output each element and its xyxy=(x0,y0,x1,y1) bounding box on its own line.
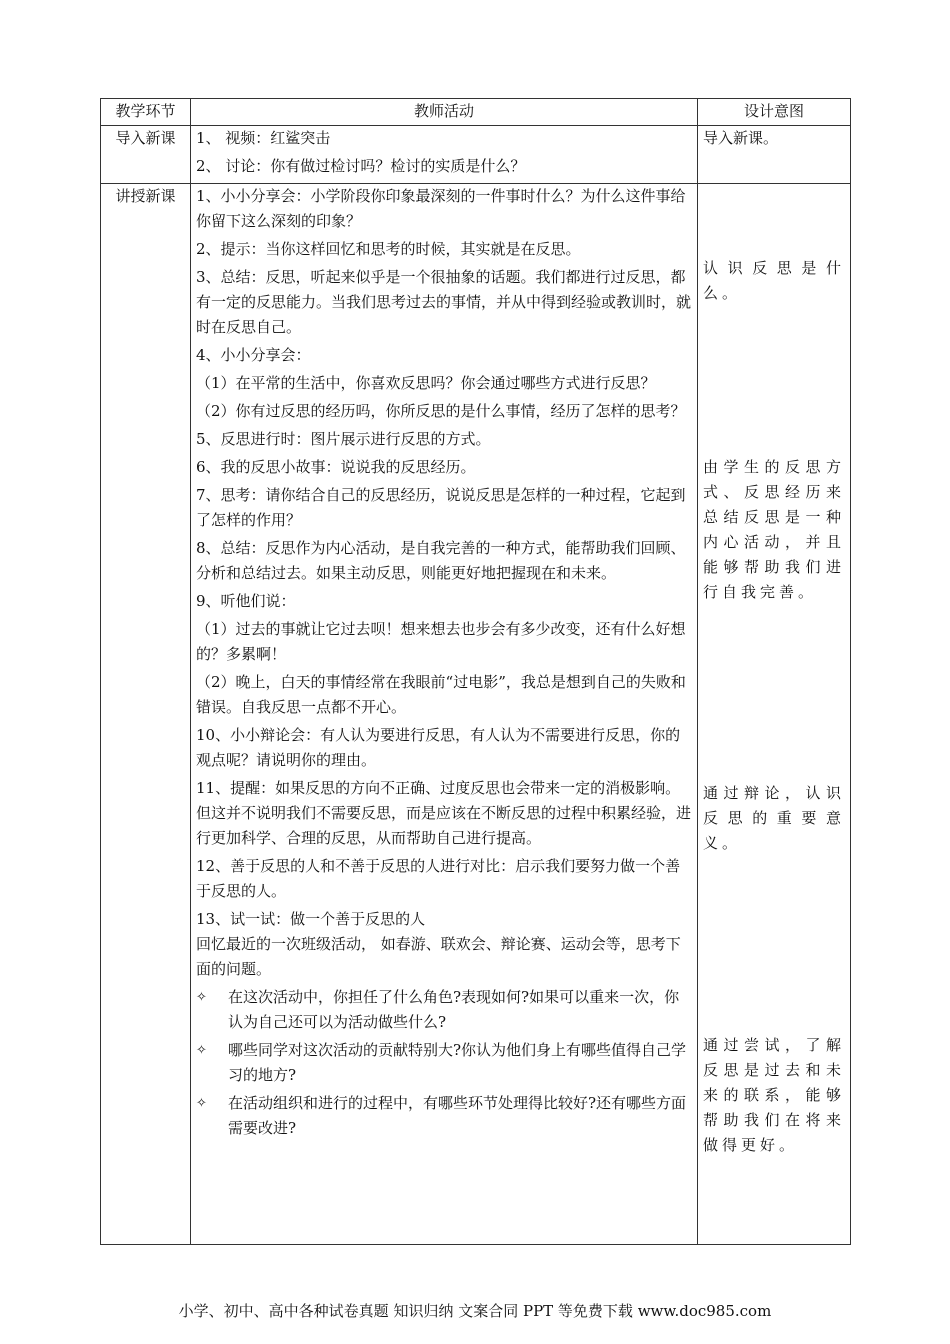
activity-item: 8、总结：反思作为内心活动，是自我完善的一种方式，能帮助我们回顾、分析和总结过去。如果主动反思，则能更好地把握现在和未来。 xyxy=(196,539,686,582)
intent-text: 通过辩论，认识反思的重要意义。 xyxy=(703,784,845,852)
activity-item: （2）你有过反思的经历吗，你所反思的是什么事情，经历了怎样的思考？ xyxy=(196,402,686,420)
intent-text: 导入新课。 xyxy=(703,129,779,147)
activity-item: 13、试一试：做一个善于反思的人 xyxy=(196,910,426,928)
activity-item: 12、善于反思的人和不善于反思的人进行对比：启示我们要努力做一个善于反思的人。 xyxy=(196,857,681,900)
activity-item: 回忆最近的一次班级活动， 如春游、联欢会、辩论赛、运动会等，思考下面的问题。 xyxy=(196,935,681,978)
activity-item: 6、我的反思小故事：说说我的反思经历。 xyxy=(196,458,476,476)
table-row xyxy=(101,126,851,184)
lesson-plan-table xyxy=(100,98,851,1245)
footer-text: 小学、初中、高中各种试卷真题 知识归纳 文案合同 PPT 等免费下载 www.doc985.com xyxy=(178,1302,772,1320)
activity-item: 4、小小分享会： xyxy=(196,346,311,364)
bullet-item xyxy=(196,1038,692,1088)
intent-cell xyxy=(698,184,851,1245)
header-stage: 教学环节 xyxy=(101,99,191,126)
activity-item: 5、反思进行时：图片展示进行反思的方式。 xyxy=(196,430,491,448)
intent-text: 通过尝试，了解反思是过去和未来的联系，能够帮助我们在将来做得更好。 xyxy=(703,1036,845,1154)
activity-item: （1）在平常的生活中，你喜欢反思吗？你会通过哪些方式进行反思？ xyxy=(196,374,656,392)
activity-item: 2、 讨论：你有做过检讨吗？检讨的实质是什么？ xyxy=(196,157,526,175)
activity-item: 3、总结：反思，听起来似乎是一个很抽象的话题。我们都进行过反思，都有一定的反思能力。当我们思考过去的事情，并从中得到经验或教训时，就时在反思自己。 xyxy=(196,268,692,336)
activity-item: 1、小小分享会：小学阶段你印象最深刻的一件事时什么？为什么这件事给你留下这么深刻的印象？ xyxy=(196,187,686,230)
table-header-row xyxy=(101,99,851,126)
intent-text: 由学生的反思方式、反思经历来总结反思是一种内心活动，并且能够帮助我们进行自我完善。 xyxy=(703,458,845,601)
activity-cell xyxy=(191,126,698,184)
intent-cell xyxy=(698,126,851,184)
activity-item: 7、思考：请你结合自己的反思经历，说说反思是怎样的一种过程，它起到了怎样的作用？ xyxy=(196,486,686,529)
activity-item: 10、小小辩论会：有人认为要进行反思，有人认为不需要进行反思，你的观点呢？请说明你的理由。 xyxy=(196,726,681,769)
bullet-item xyxy=(196,1091,692,1141)
header-teacher-activity: 教师活动 xyxy=(191,99,698,126)
stage-cell: 讲授新课 xyxy=(101,184,191,1245)
header-design-intent: 设计意图 xyxy=(698,99,851,126)
activity-item: （2）晚上，白天的事情经常在我眼前“过电影”，我总是想到自己的失败和错误。自我反思一点都不开心。 xyxy=(196,673,686,716)
bullet-text: 在活动组织和进行的过程中，有哪些环节处理得比较好?还有哪些方面需要改进? xyxy=(228,1094,687,1137)
bullet-text: 哪些同学对这次活动的贡献特别大?你认为他们身上有哪些值得自己学习的地方? xyxy=(228,1041,687,1084)
bullet-item xyxy=(196,985,692,1035)
diamond-bullet-icon: ✧ xyxy=(196,1096,207,1111)
intent-text: 认识反思是什么。 xyxy=(703,259,845,302)
stage-cell: 导入新课 xyxy=(101,126,191,184)
table-row xyxy=(101,184,851,1245)
activity-item: 1、 视频：红鲨突击 xyxy=(196,129,331,147)
diamond-bullet-icon: ✧ xyxy=(196,990,207,1005)
activity-cell xyxy=(191,184,698,1245)
activity-item: 11、提醒：如果反思的方向不正确、过度反思也会带来一定的消极影响。但这并不说明我们不需要反思，而是应该在不断反思的过程中积累经验，进行更加科学、合理的反思，从而帮助自己进行提高。 xyxy=(196,779,692,847)
diamond-bullet-icon: ✧ xyxy=(196,1043,207,1058)
bullet-text: 在这次活动中，你担任了什么角色?表现如何?如果可以重来一次，你认为自己还可以为活动做些什么? xyxy=(228,988,680,1031)
activity-item: 9、听他们说： xyxy=(196,592,296,610)
activity-item: 2、提示：当你这样回忆和思考的时候，其实就是在反思。 xyxy=(196,240,581,258)
activity-item: （1）过去的事就让它过去呗！想来想去也步会有多少改变，还有什么好想的？多累啊！ xyxy=(196,620,686,663)
